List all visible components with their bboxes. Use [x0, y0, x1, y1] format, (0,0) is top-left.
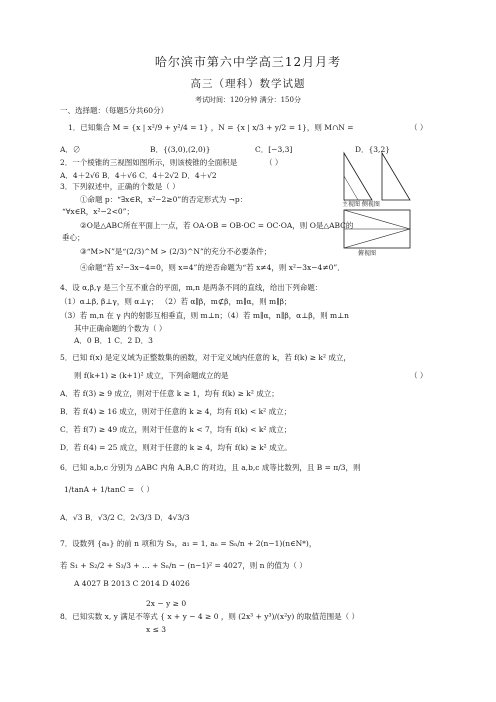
q5-option-a: A．若 f(3) ≥ 9 成立，则对于任意 k ≥ 1，均有 f(k) ≥ k² 成立；	[60, 389, 279, 398]
q3-item-2: ②O是△ABC所在平面上一点，若 OA·OB = OB·OC = OC·OA，则 O是△ABC的	[80, 221, 354, 230]
q3-stem: 3．下列叙述中，正确的个数是（ ）	[60, 182, 180, 191]
section-heading: 一、选择题：（每题5分共60分）	[60, 106, 169, 115]
q3-item-4: ④命题“若 x²−3x−4=0，则 x=4”的逆否命题为“若 x≠4，则 x²−3x−4≠0”．	[80, 263, 345, 272]
q1-stem: 1．已知集合 M = {x | x²/9 + y²/4 = 1} ，N = {x | x/3 + y/2 = 1}，则 M∩N =	[68, 123, 354, 132]
q5-option-d: D．若 f(4) = 25 成立，则对于任意的 k ≥ 4，均有 f(k) ≥ k² 成立。	[60, 443, 292, 452]
q5-option-b: B．若 f(4) ≥ 16 成立，则对于任意的 k ≥ 4，均有 f(k) < k² 成立；	[60, 407, 292, 416]
q5-paren: （ ）	[410, 371, 428, 380]
q3-item-1: ①命题 p：“∃x∈R，x²−2≥0”的否定形式为 ¬p：	[80, 195, 248, 204]
q2-paren: （ ）	[265, 158, 283, 167]
q4-stem: 4、设 α,β,γ 是三个互不重合的平面，m,n 是两条不同的直线，给出下列命题：	[60, 283, 323, 292]
q6-expression: 1/tanA + 1/tanC = （ ）	[64, 485, 154, 494]
q6-options: A．√3 B．√3/2 C．2√3/3 D．4√3/3	[60, 513, 190, 522]
q7-condition: 若 S₁ + S₂/2 + S₃/3 + … + Sₙ/n − (n−1)² = 4027，则 n 的值为（ ）	[60, 561, 307, 570]
front-view-shape	[344, 153, 372, 200]
q4-options: A．0 B．1 C．2 D．3	[74, 336, 153, 345]
q2-stem: 2．一个棱锥的三视图如图所示，则该棱锥的全面积是	[60, 158, 238, 167]
q4-prop-3-4: （3）若 m,n 在 γ 内的射影互相垂直，则 m⊥n；（4）若 m∥α，n∥β，α⊥β，则 m⊥n	[60, 311, 350, 320]
q8-ineq-3: x ≤ 3	[146, 625, 167, 634]
q1-option-d: D．{3,2}	[355, 145, 390, 154]
subject-title: 高三（理科）数学试题	[190, 78, 306, 90]
q1-option-b: B．{(3,0),(2,0)}	[150, 145, 211, 154]
q3-item-2-cont: 垂心；	[62, 233, 85, 242]
q1-option-c: C．[−3,3]	[255, 145, 293, 154]
q1-option-a: A．∅	[60, 145, 81, 154]
q8-stem: 8．已知实数 x, y 满足不等式 { x + y − 4 ≥ 0 ，则 (2x³ + y³)/(x²y) 的取值范围是（ ）	[60, 612, 360, 621]
school-title: 哈尔滨市第六中学高三12月月考	[154, 55, 342, 69]
q4-prop-1-2: （1）α⊥β, β⊥γ，则 α⊥γ； （2）若 α∥β，m⊄β，m∥α，则 m∥β；	[60, 297, 292, 306]
q2-options: A．4＋2√6 B．4＋√6 C．4＋2√2 D．4＋√2	[60, 171, 217, 180]
q7-options: A 4027 B 2013 C 2014 D 4026	[74, 579, 190, 588]
q7-stem: 7．设数列 {aₙ} 的前 n 项和为 Sₙ，a₁ = 1, aₙ = Sₙ/n + 2(n−1)(n∈N*)，	[60, 539, 317, 548]
q4-question: 其中正确命题的个数为（ ）	[74, 324, 167, 333]
q3-item-1-cont: “∀x∈R，x²−2<0”；	[62, 207, 134, 216]
q6-stem: 6．已知 a,b,c 分别为 △ABC 内角 A,B,C 的对边，且 a,b,c 成等比数列，且 B = π/3，则	[60, 463, 361, 472]
q5-option-c: C．若 f(7) ≥ 49 成立，则对于任意的 k < 7，均有 f(k) < k² 成立；	[60, 425, 292, 434]
fig-label-front-side: 主视图 侧视图	[342, 201, 380, 208]
q5-stem: 5．已知 f(x) 是定义域为正整数集的函数，对于定义域内任意的 k，若 f(k) ≥ k² 成立，	[60, 353, 351, 362]
side-view-shape	[382, 153, 410, 200]
exam-meta: 考试时间：120分钟 满分：150分	[195, 96, 301, 104]
q1-paren: （ ）	[410, 123, 428, 132]
q8-ineq-1: 2x − y ≥ 0	[146, 599, 187, 608]
q3-item-3: ③“M>N”是“(2/3)^M > (2/3)^N”的充分不必要条件；	[80, 247, 272, 256]
fig-label-top: 俯视图	[358, 250, 377, 257]
q5-stem-cont: 则 f(k+1) ≥ (k+1)² 成立，下列命题成立的是	[74, 371, 229, 380]
